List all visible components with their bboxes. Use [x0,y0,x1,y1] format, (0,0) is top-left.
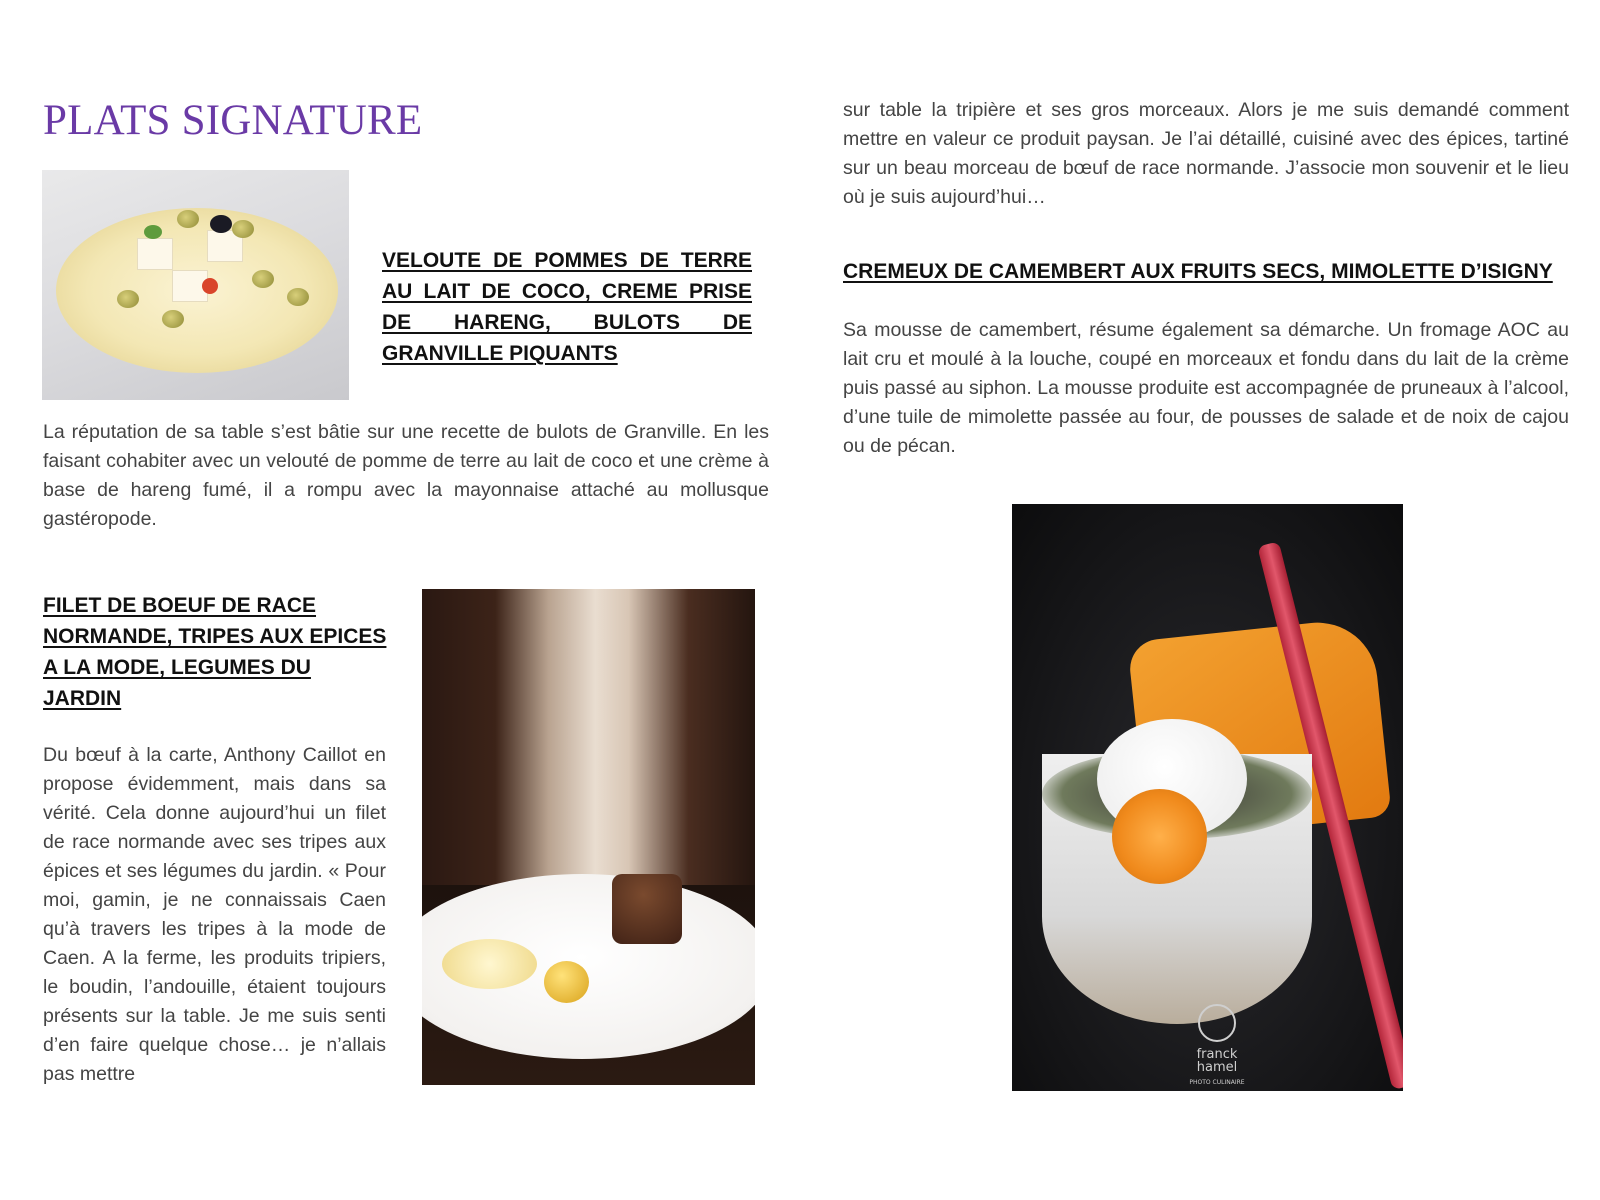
dish2-description: Du bœuf à la carte, Anthony Caillot en propose évidemment, mais dans sa vérité. Cela donne aujourd’hui un filet de race normande avec ses tripes aux épices et ses légumes du jardin. « Pour moi, gamin, je ne connaissais Caen qu’à travers les tripes à la mode de Caen. A la ferme, les produits tripiers, le boudin, l’andouille, étaient toujours présents sur la table. Je me suis senti d’en faire quelque chose… je n’allais pas mettre [43,744,386,1085]
dish2-heading: FILET DE BOEUF DE RACE NORMANDE, TRIPES AUX EPICES A LA MODE, LEGUMES DU JARDIN [43,594,387,710]
watermark-line2: hamel [1196,1060,1238,1075]
veloute-dish-photo [42,170,349,400]
dish3-heading: CREMEUX DE CAMEMBERT AUX FRUITS SECS, MIMOLETTE D’ISIGNY [843,260,1553,283]
photographer-watermark [1182,1004,1252,1089]
watermark-line3: PHOTO CULINAIRE [1189,1079,1245,1086]
boeuf-dish-photo [422,589,755,1085]
watermark-line1: franck [1196,1047,1238,1062]
dish2-description-continued: sur table la tripière et ses gros morceaux. Alors je me suis demandé comment mettre en valeur ce produit paysan. Je l’ai détaillé, cuisiné avec des épices, tartiné sur un beau morceau de bœuf de race normande. J’associe mon souvenir et le lieu où je suis aujourd’hui… [843,99,1569,208]
dish1-heading: VELOUTE DE POMMES DE TERRE AU LAIT DE COCO, CREME PRISE DE HARENG, BULOTS DE GRANVILLE PIQUANTS [382,249,752,365]
camembert-dish-photo [1012,504,1403,1091]
page-title: PLATS SIGNATURE [43,97,423,144]
dish1-description: La réputation de sa table s’est bâtie sur une recette de bulots de Granville. En les faisant cohabiter avec un velouté de pomme de terre au lait de coco et une crème à base de hareng fumé, il a rompu avec la mayonnaise attaché au mollusque gastéropode. [43,421,769,530]
dish3-description: Sa mousse de camembert, résume également sa démarche. Un fromage AOC au lait cru et moulé à la louche, coupé en morceaux et fondu dans du lait de la crème puis passé au siphon. La mousse produite est accompagnée de pruneaux à l’alcool, d’une tuile de mimolette passée au four, de pousses de salade et de noix de cajou ou de pécan. [843,319,1569,457]
